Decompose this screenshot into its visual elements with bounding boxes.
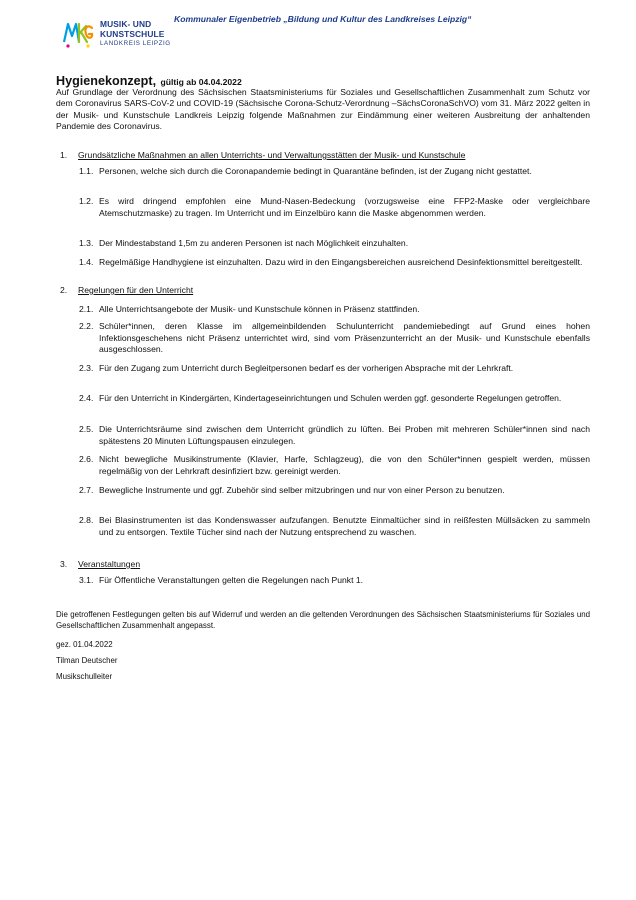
logo-text-line2: KUNSTSCHULE: [100, 29, 165, 39]
item-text: Personen, welche sich durch die Coronapandemie bedingt in Quarantäne befinden, ist der Zugang nicht gestattet.: [99, 166, 532, 176]
list-item-1-4: [79, 257, 590, 269]
closing-paragraph: Die getroffenen Festlegungen gelten bis auf Widerruf und werden an die geltenden Verordnungen des Sächsischen Staatsministeriums für Soziales und Gesellschaftlichen Zusammenhalt angepasst.: [56, 610, 590, 630]
item-text: Bei Blasinstrumenten ist das Kondenswasser aufzufangen. Benutzte Einmaltücher sind in reißfesten Müllsäcken zu sammeln und zu entsorgen. Textile Tücher sind nach der Nutzung entsprechend zu waschen.: [99, 515, 590, 537]
title-main: Hygienekonzept,: [56, 74, 157, 88]
section-3-heading: [60, 559, 140, 569]
list-item-1-1: [79, 166, 590, 178]
item-text: Bewegliche Instrumente und ggf. Zubehör sind selber mitzubringen und nur von einer Person zu benutzen.: [99, 485, 505, 495]
item-number: 1.1.: [79, 166, 94, 176]
item-number: 3.1.: [79, 575, 94, 585]
logo-mark-icon: [62, 16, 96, 50]
signer-role: Musikschulleiter: [56, 672, 113, 681]
item-number: 1.4.: [79, 257, 94, 267]
list-item-1-2: [79, 196, 590, 219]
section-number: 2.: [60, 285, 68, 295]
item-number: 2.2.: [79, 321, 94, 331]
section-number: 1.: [60, 150, 68, 160]
list-item-2-4: [79, 393, 590, 405]
section-2-heading: [60, 285, 193, 295]
section-1-heading: [60, 150, 465, 160]
list-item-2-5: [79, 424, 590, 447]
item-text: Regelmäßige Handhygiene ist einzuhalten. Dazu wird in den Eingangsbereichen ausreichend Desinfektionsmittel bereitgestellt.: [99, 257, 583, 267]
item-text: Die Unterrichtsräume sind zwischen dem Unterricht gründlich zu lüften. Bei Proben mit mehreren Schüler*innen sind nach spätestens 20 Minuten Lüftungspausen einzulegen.: [99, 424, 590, 446]
item-text: Für den Zugang zum Unterricht durch Begleitpersonen bedarf es der vorherigen Absprache mit der Lehrkraft.: [99, 363, 514, 373]
item-number: 2.5.: [79, 424, 94, 434]
list-item-2-7: [79, 485, 590, 497]
item-text: Der Mindestabstand 1,5m zu anderen Personen ist nach Möglichkeit einzuhalten.: [99, 238, 409, 248]
list-item-2-1: [79, 304, 590, 316]
list-item-2-2: [79, 321, 590, 356]
intro-paragraph: Auf Grundlage der Verordnung des Sächsischen Staatsministeriums für Soziales und Gesellschaftlichen Zusammenhalt zum Schutz vor dem Coronavirus SARS-CoV-2 und COVID-19 (Sächsische Corona-Schutz-Verordnung –SächsCoronaSchVO) vom 31. März 2022 gelten in der Musik- und Kunstschule Landkreis Leipzig folgende Maßnahmen zur Eindämmung einer weiteren Ausbreitung der anhaltenden Pandemie des Coronavirus.: [56, 87, 590, 132]
item-number: 2.6.: [79, 454, 94, 464]
list-item-2-8: [79, 515, 590, 538]
signer-name: Tilman Deutscher: [56, 656, 118, 665]
item-text: Schüler*innen, deren Klasse im allgemeinbildenden Schulunterricht pandemiebedingt auf Grund eines hohen Infektionsgeschehens nicht Präsenz unterrichtet wird, sind vom Präsenzunterricht an der Musik- und Kunstschule ebenfalls ausgeschlossen.: [99, 321, 590, 355]
item-number: 2.3.: [79, 363, 94, 373]
item-number: 2.4.: [79, 393, 94, 403]
item-number: 1.2.: [79, 196, 94, 206]
section-title: Grundsätzliche Maßnahmen an allen Unterrichts- und Verwaltungsstätten der Musik- und Kunstschule: [78, 150, 466, 160]
item-text: Nicht bewegliche Musikinstrumente (Klavier, Harfe, Schlagzeug), die von den Schüler*innen gespielt werden, müssen regelmäßig von der Lehrkraft desinfiziert bzw. gereinigt werden.: [99, 454, 590, 476]
item-text: Alle Unterrichtsangebote der Musik- und Kunstschule können in Präsenz stattfinden.: [99, 304, 420, 314]
logo-text-line3: LANDKREIS LEIPZIG: [100, 40, 171, 47]
signature-date: gez. 01.04.2022: [56, 640, 113, 649]
list-item-1-3: [79, 238, 590, 250]
list-item-2-6: [79, 454, 590, 477]
logo-text-line1: MUSIK- UND: [100, 19, 152, 29]
section-number: 3.: [60, 559, 68, 569]
organization-header: Kommunaler Eigenbetrieb „Bildung und Kultur des Landkreises Leipzig“: [174, 14, 472, 24]
section-title: Veranstaltungen: [78, 559, 141, 569]
list-item-2-3: [79, 363, 590, 375]
list-item-3-1: [79, 575, 590, 587]
item-number: 1.3.: [79, 238, 94, 248]
title-validity: gültig ab 04.04.2022: [160, 77, 242, 87]
item-number: 2.1.: [79, 304, 94, 314]
school-logo: [62, 16, 182, 50]
item-text: Es wird dringend empfohlen eine Mund-Nasen-Bedeckung (vorzugsweise eine FFP2-Maske oder vergleichbare Atemschutzmaske) zu tragen. Im Unterricht und im Einzelbüro kann die Maske abgenommen werden.: [99, 196, 590, 218]
section-title: Regelungen für den Unterricht: [78, 285, 194, 295]
item-number: 2.7.: [79, 485, 94, 495]
item-text: Für den Unterricht in Kindergärten, Kindertageseinrichtungen und Schulen werden ggf. gesonderte Regelungen getroffen.: [99, 393, 562, 403]
item-number: 2.8.: [79, 515, 94, 525]
item-text: Für Öffentliche Veranstaltungen gelten die Regelungen nach Punkt 1.: [99, 575, 364, 585]
